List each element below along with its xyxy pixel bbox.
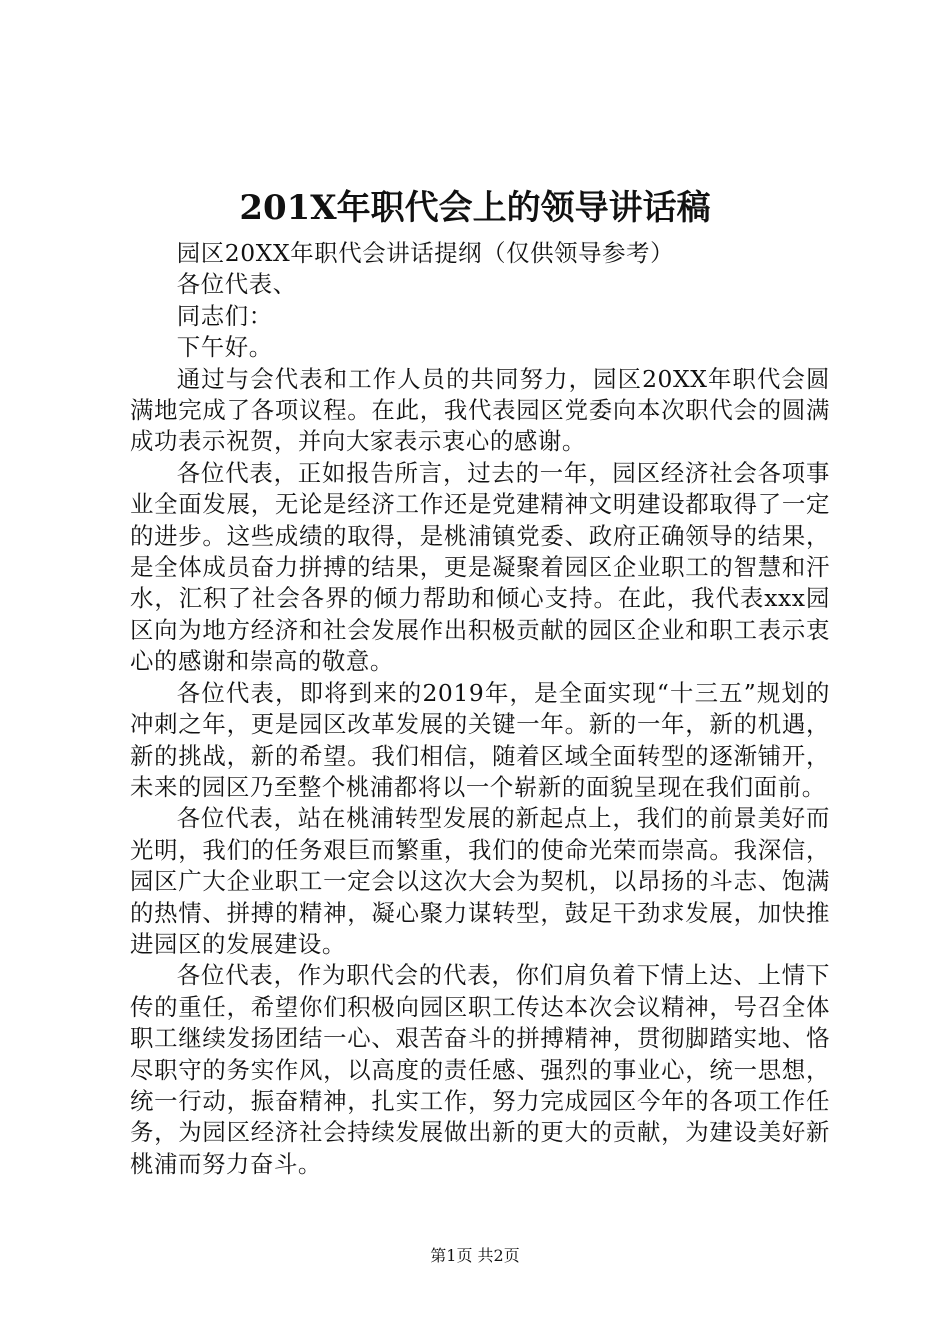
paragraph-body: 各位代表，即将到来的2019年，是全面实现“十三五”规划的冲刺之年，更是园区改革发展的关键一年。新的一年，新的机遇，新的挑战，新的希望。我们相信，随着区域全面转型的逐渐铺开，未来的园区乃至整个桃浦都将以一个崭新的面貌呈现在我们面前。: [130, 678, 830, 801]
paragraph-outline-heading: 园区20XX年职代会讲话提纲（仅供领导参考）: [176, 239, 675, 267]
paragraph-body: 各位代表，作为职代会的代表，你们肩负着下情上达、上情下传的重任，希望你们积极向园区职工传达本次会议精神，号召全体职工继续发扬团结一心、艰苦奋斗的拼搏精神，贯彻脚踏实地、恪尽职守的务实作风，以高度的责任感、强烈的事业心，统一思想，统一行动，振奋精神，扎实工作，努力完成园区今年的各项工作任务，为园区经济社会持续发展做出新的更大的贡献，为建设美好新桃浦而努力奋斗。: [130, 961, 830, 1178]
paragraph-salutation-comrades: 同志们：: [176, 301, 273, 330]
document-body: [130, 238, 830, 1180]
page-number-footer: 第1页 共2页: [430, 1246, 520, 1265]
paragraph-body: 各位代表，站在桃浦转型发展的新起点上，我们的前景美好而光明，我们的任务艰巨而繁重，我们的使命光荣而崇高。我深信，园区广大企业职工一定会以这次大会为契机，以昂扬的斗志、饱满的热情、拼搏的精神，凝心聚力谋转型，鼓足干劲求发展，加快推进园区的发展建设。: [130, 804, 830, 958]
paragraph-greeting: 下午好。: [176, 333, 273, 362]
paragraph-body: 通过与会代表和工作人员的共同努力，园区20XX年职代会圆满地完成了各项议程。在此，我代表园区党委向本次职代会的圆满成功表示祝贺，并向大家表示衷心的感谢。: [130, 364, 830, 456]
document-title: 201X年职代会上的领导讲话稿: [239, 188, 711, 228]
paragraph-salutation-delegates: 各位代表、: [176, 270, 297, 299]
paragraph-body: 各位代表，正如报告所言，过去的一年，园区经济社会各项事业全面发展，无论是经济工作还是党建精神文明建设都取得了一定的进步。这些成绩的取得，是桃浦镇党委、政府正确领导的结果，是全体成员奋力拼搏的结果，更是凝聚着园区企业职工的智慧和汗水，汇积了社会各界的倾力帮助和倾心支持。在此，我代表xxx园区向为地方经济和社会发展作出积极贡献的园区企业和职工表示衷心的感谢和崇高的敬意。: [130, 458, 830, 676]
